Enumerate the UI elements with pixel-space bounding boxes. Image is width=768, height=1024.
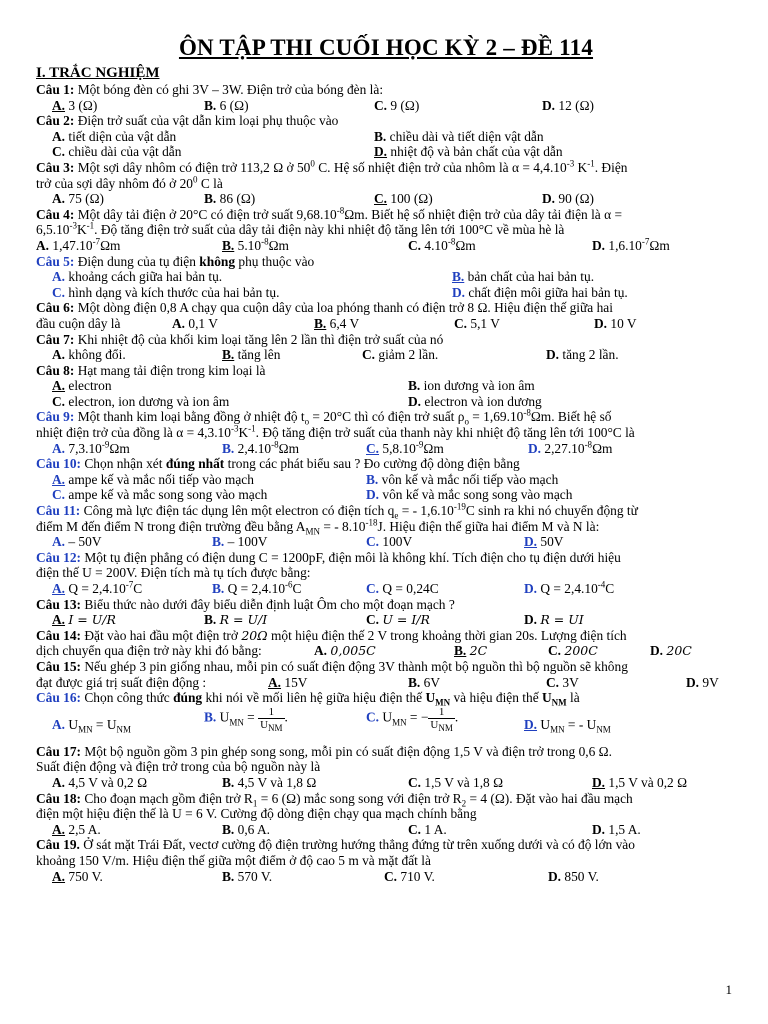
option-d[interactable]: D. vôn kế và mắc song song vào mạch (366, 487, 573, 503)
option-b[interactable]: B. 570 V. (222, 868, 273, 884)
option-c[interactable]: C. 100 (Ω) (374, 191, 433, 207)
option-c[interactable]: C. 3V (546, 674, 579, 690)
option-a[interactable]: A. 750 V. (52, 868, 103, 884)
option-b[interactable]: B. R = U/I (204, 612, 268, 628)
option-d[interactable]: D. 850 V. (548, 868, 599, 884)
question-2-options (36, 129, 736, 145)
question-4: Câu 4: Một dây tải điện ở 20°C có điện trở suất $9,68.10^{-8}\Omega m$. Biết hệ số nhiệt điện trở của dây tải điện là α = (36, 205, 622, 222)
question-19-line-2: khoảng 150 V/m. Hiệu điện thế giữa một điểm ở độ cao 5 m và mặt đất là (36, 852, 431, 868)
question-text: Một bóng đèn có ghi 3V – 3W. Điện trở của bóng đèn là: (77, 82, 384, 97)
option-c[interactable]: C. U = I/R (366, 612, 430, 628)
question-label: Câu 11: (36, 503, 81, 519)
option-c[interactable]: C. $U_{MN}$ = − $\frac{1}{U_{NM}}$ . (366, 705, 459, 733)
page-title: ÔN TẬP THI CUỐI HỌC KỲ 2 – ĐỀ 114 (178, 35, 594, 60)
option-a[interactable]: A. 0,005C (314, 643, 376, 659)
question-3-options (36, 191, 736, 207)
option-b[interactable]: B. ion dương và ion âm (408, 378, 535, 394)
fraction: $\frac{1}{U_{NM}}$ (430, 705, 453, 733)
option-c[interactable]: C. 1,5 V và 1,8 Ω (408, 774, 504, 790)
option-b[interactable]: B. bản chất của hai bản tụ. (452, 269, 595, 285)
question-label: Câu 9: (36, 409, 75, 425)
question-4-line-2: $6,5.10^{-3}K^{-1}$. Độ tăng điện trở suất của dây tải điện này khi nhiệt độ tăng lên tới 100°C về mùa hè là (36, 220, 565, 238)
option-b[interactable]: B. $5.10^{-8}\Omega m$ (222, 236, 289, 253)
question-14-line-2: dịch chuyển qua điện trở này khi đó bằng: (36, 643, 262, 659)
question-16: Câu 16: Chọn công thức đúng khi nói về mối liên hệ giữa hiệu điện thế $U_{MN}$ và hiệu điện thế $U_{NM}$ là (36, 690, 580, 708)
exam-page (36, 34, 736, 884)
question-18-options (36, 822, 736, 838)
question-2 (36, 113, 736, 129)
option-b[interactable]: B. $Q = 2,4.10^{-6}C$ (212, 579, 302, 596)
question-text: Điện trở suất của vật dẫn kim loại phụ thuộc vào (77, 113, 339, 129)
option-a[interactable]: A. 15V (268, 674, 308, 690)
option-b[interactable]: B. 6,4 V (314, 315, 360, 331)
question-label: Câu 13: (36, 596, 82, 612)
option-a[interactable]: A. I = U/R (52, 612, 116, 628)
question-12: Câu 12: Một tụ điện phẳng có điện dung C = 1200pF, điện môi là không khí. Tích điện cho tụ điện dưới hiệu (36, 549, 621, 565)
option-a[interactable]: A. không đổi. (52, 347, 126, 363)
question-15: Câu 15: Nếu ghép 3 pin giống nhau, mỗi pin có suất điện động 3V thành một bộ nguồn thì bộ nguồn sẽ không (36, 658, 628, 674)
option-c[interactable]: C. $5,8.10^{-9}\Omega m$ (366, 439, 444, 456)
question-label: Câu 8: (36, 362, 75, 378)
option-a[interactable]: A. 3 (Ω) (52, 97, 98, 113)
option-a[interactable]: A. 0,1 V (172, 315, 218, 331)
option-b[interactable]: B. – 100V (212, 534, 268, 550)
option-c[interactable]: C. ampe kế và mắc song song vào mạch (52, 487, 268, 503)
option-a[interactable]: A. 2,5 A. (52, 821, 101, 837)
option-d[interactable]: D. $1,6.10^{-7}\Omega m$ (592, 236, 670, 253)
question-5: Câu 5: Điện dung của tụ điện không phụ thuộc vào (36, 253, 315, 269)
question-8-options-2 (36, 394, 736, 410)
question-label: Câu 19. (36, 837, 80, 853)
question-7: Câu 7: Khi nhiệt độ của khối kim loại tăng lên 2 lần thì điện trở suất của nó (36, 331, 444, 347)
option-d[interactable]: D. 10 V (594, 315, 637, 331)
question-1 (36, 82, 736, 98)
question-2-options-2 (36, 144, 736, 160)
option-c[interactable]: C. hình dạng và kích thước của hai bản tụ. (52, 284, 280, 300)
option-c[interactable]: C. Q = 0,24C (366, 581, 439, 596)
question-label: Câu 5: (36, 253, 75, 269)
option-d[interactable]: D. 20C (650, 643, 692, 659)
question-15-line-2: đạt được giá trị suất điện động : (36, 674, 207, 690)
option-a[interactable]: A. $Q = 2,4.10^{-7}C$ (52, 579, 143, 596)
option-d[interactable]: D. tăng 2 lần. (546, 347, 619, 363)
option-d[interactable]: D. $2,27.10^{-8}\Omega m$ (528, 439, 613, 456)
option-b[interactable]: B. 6V (408, 674, 441, 690)
question-6-options (36, 316, 736, 332)
question-label: Câu 3: (36, 159, 75, 175)
question-label: Câu 7: (36, 331, 75, 347)
option-d[interactable]: D. 1,5 A. (592, 821, 641, 837)
option-a[interactable]: A. 4,5 V và 0,2 Ω (52, 774, 148, 790)
question-8: Câu 8: Hạt mang tải điện trong kim loại là (36, 362, 266, 378)
option-c[interactable]: C. giảm 2 lần. (362, 347, 439, 363)
option-c[interactable]: C. electron, ion dương và ion âm (52, 393, 230, 409)
option-c[interactable]: C. 200C (548, 643, 598, 659)
question-11-line-2: điểm M đến điểm N trong điện trường đều bằng $A_{MN}$ = - $8.10^{-18}J$. Hiệu điện thế giữa hai điểm M và N là: (36, 517, 600, 537)
question-12-options (36, 581, 736, 597)
question-9: Câu 9: Một thanh kim loại bằng đồng ở nhiệt độ $t_o = 20^\circ C$ thì có điện trở suất $\rho_o = 1,69.10^{-8}\Omega m$. Biết hệ số (36, 408, 612, 428)
option-b[interactable]: B. tăng lên (222, 347, 281, 363)
question-label: Câu 10: (36, 456, 82, 472)
question-1-options (36, 98, 736, 114)
option-c[interactable]: C. 1 A. (408, 821, 447, 837)
option-d[interactable]: D. 9V (686, 674, 719, 690)
option-a[interactable]: A. 75 (Ω) (52, 191, 104, 207)
question-17: Câu 17: Một bộ nguồn gồm 3 pin ghép song song, mỗi pin có suất điện động 1,5 V và điện trở trong 0,6 Ω. (36, 743, 612, 759)
question-label: Câu 15: (36, 658, 82, 674)
option-d[interactable]: D. nhiệt độ và bản chất của vật dẫn (374, 144, 563, 160)
option-d[interactable]: D. $U_{MN}$ = - $U_{NM}$ (524, 716, 611, 735)
question-18-line-2: điện một hiệu điện thế là U = 6 V. Cường độ dòng điện chạy qua mạch chính bằng (36, 806, 477, 822)
question-7-options (36, 347, 736, 363)
question-19-options (36, 869, 736, 885)
option-d[interactable]: D. chất điện môi giữa hai bản tụ. (452, 284, 628, 300)
option-d[interactable]: D. $Q = 2,4.10^{-4}C$ (524, 579, 615, 596)
question-13: Câu 13: Biểu thức nào dưới đây biểu diễn định luật Ôm cho một đoạn mạch ? (36, 596, 455, 612)
option-a[interactable]: A. khoảng cách giữa hai bản tụ. (52, 269, 223, 285)
option-d[interactable]: D. electron và ion dương (408, 393, 542, 409)
option-a[interactable]: A. ampe kế và mắc nối tiếp vào mạch (52, 471, 254, 487)
question-14: Câu 14: Đặt vào hai đầu một điện trở 20Ω một hiệu điện thế 2 V trong khoảng thời gian 20s. Lượng điện tích (36, 627, 627, 643)
question-18: Câu 18: Cho đoạn mạch gồm điện trở $R_1 = 6$ (Ω) mắc song song với điện trở $R_2 = 4$ (Ω). Đặt vào hai đầu mạch (36, 790, 633, 809)
question-label: Câu 18: (36, 790, 82, 806)
question-10-options (36, 472, 736, 488)
question-5-options-2 (36, 285, 736, 301)
question-14-options (36, 643, 736, 659)
option-d[interactable]: D. R = UI (524, 612, 584, 628)
page-number: 1 (725, 982, 732, 997)
question-3-line-2: trở của sợi dây nhôm đó ở $20^0$ C là (36, 174, 223, 191)
option-c[interactable]: C. 100V (366, 534, 413, 550)
question-17-line-2: Suất điện động và điện trở trong của bộ nguồn này là (36, 759, 321, 775)
option-c[interactable]: C. chiều dài của vật dẫn (52, 144, 182, 160)
question-10-options-2 (36, 487, 736, 503)
question-15-options (36, 675, 736, 691)
question-6: Câu 6: Một dòng điện 0,8 A chạy qua cuộn dây của loa phóng thanh có điện trở 8 Ω. Hiệu điện thế giữa hai (36, 300, 613, 316)
option-a[interactable]: A. $7,3.10^{-9}\Omega m$ (52, 439, 130, 456)
option-b[interactable]: B. vôn kế và mắc nối tiếp vào mạch (366, 471, 559, 487)
question-4-options (36, 238, 736, 254)
option-b[interactable]: B. 4,5 V và 1,8 Ω (222, 774, 317, 790)
option-c[interactable]: C. 710 V. (384, 868, 435, 884)
option-b[interactable]: B. 2C (454, 643, 488, 659)
question-label: Câu 1: (36, 82, 75, 97)
question-label: Câu 12: (36, 549, 82, 565)
option-c[interactable]: C. 5,1 V (454, 315, 500, 331)
question-label: Câu 14: (36, 627, 82, 643)
option-d[interactable]: D. 50V (524, 534, 564, 550)
question-10: Câu 10: Chọn nhận xét đúng nhất trong các phát biểu sau ? Đo cường độ dòng điện bằng (36, 456, 520, 472)
option-a[interactable]: A. electron (52, 378, 112, 394)
question-16-options (36, 706, 736, 744)
option-a[interactable]: A. $1,47.10^{-7}\Omega m$ (36, 236, 121, 253)
option-d[interactable]: D. 1,5 V và 0,2 Ω (592, 774, 688, 790)
question-label: Câu 6: (36, 300, 75, 316)
option-a[interactable]: A. $U_{MN} = U_{NM}$ (52, 716, 132, 735)
option-d[interactable]: D. 90 (Ω) (542, 191, 594, 207)
fraction: $\frac{1}{U_{NM}}$ (260, 705, 283, 733)
option-b[interactable]: B. $2,4.10^{-8}\Omega m$ (222, 439, 299, 456)
question-3: Câu 3: Một sợi dây nhôm có điện trở 113,2 Ω ở $50^0$ C. Hệ số nhiệt điện trở của nhôm là $\alpha = 4,4.10^{-3}$ $K^{-1}$. Điện (36, 158, 628, 175)
question-9-options (36, 441, 736, 457)
option-b[interactable]: B. 86 (Ω) (204, 191, 256, 207)
question-5-options (36, 269, 736, 285)
question-label: Câu 4: (36, 206, 75, 222)
option-d[interactable]: D. 12 (Ω) (542, 97, 594, 113)
option-b[interactable]: B. $U_{MN}$ = $\frac{1}{U_{NM}}$ . (204, 705, 288, 733)
question-6-line-2: đầu cuộn dây là (36, 315, 121, 331)
question-11: Câu 11: Công mà lực điện tác dụng lên một electron có điện tích $q_e$ = - $1,6.10^{-19}C$ sinh ra khi nó chuyển động từ (36, 501, 638, 521)
option-a[interactable]: A. tiết diện của vật dẫn (52, 128, 177, 144)
option-c[interactable]: C. $4.10^{-8}\Omega m$ (408, 236, 476, 253)
option-b[interactable]: B. 6 (Ω) (204, 97, 249, 113)
option-b[interactable]: B. chiều dài và tiết diện vật dẫn (374, 128, 544, 144)
option-a[interactable]: A. – 50V (52, 534, 102, 550)
question-17-options (36, 775, 736, 791)
section-heading: I. TRẮC NGHIỆM (36, 65, 160, 81)
question-11-options (36, 534, 736, 550)
question-13-options (36, 612, 736, 628)
question-12-line-2: điện thế U = 200V. Điện tích mà tụ tích được bằng: (36, 565, 311, 581)
question-8-options (36, 378, 736, 394)
option-c[interactable]: C. 9 (Ω) (374, 97, 420, 113)
question-label: Câu 2: (36, 113, 75, 129)
option-b[interactable]: B. 0,6 A. (222, 821, 271, 837)
question-9-line-2: nhiệt điện trở của đồng là $\alpha = 4,3.10^{-3}K^{-1}$. Độ tăng điện trở suất của thanh này khi nhiệt độ tăng lên tới 100°C là (36, 423, 635, 441)
question-19: Câu 19. Ở sát mặt Trái Đất, vectơ cường độ điện trường hướng thẳng đứng từ trên xuống dưới và có độ lớn vào (36, 837, 635, 853)
question-label: Câu 17: (36, 743, 82, 759)
question-label: Câu 16: (36, 690, 82, 706)
